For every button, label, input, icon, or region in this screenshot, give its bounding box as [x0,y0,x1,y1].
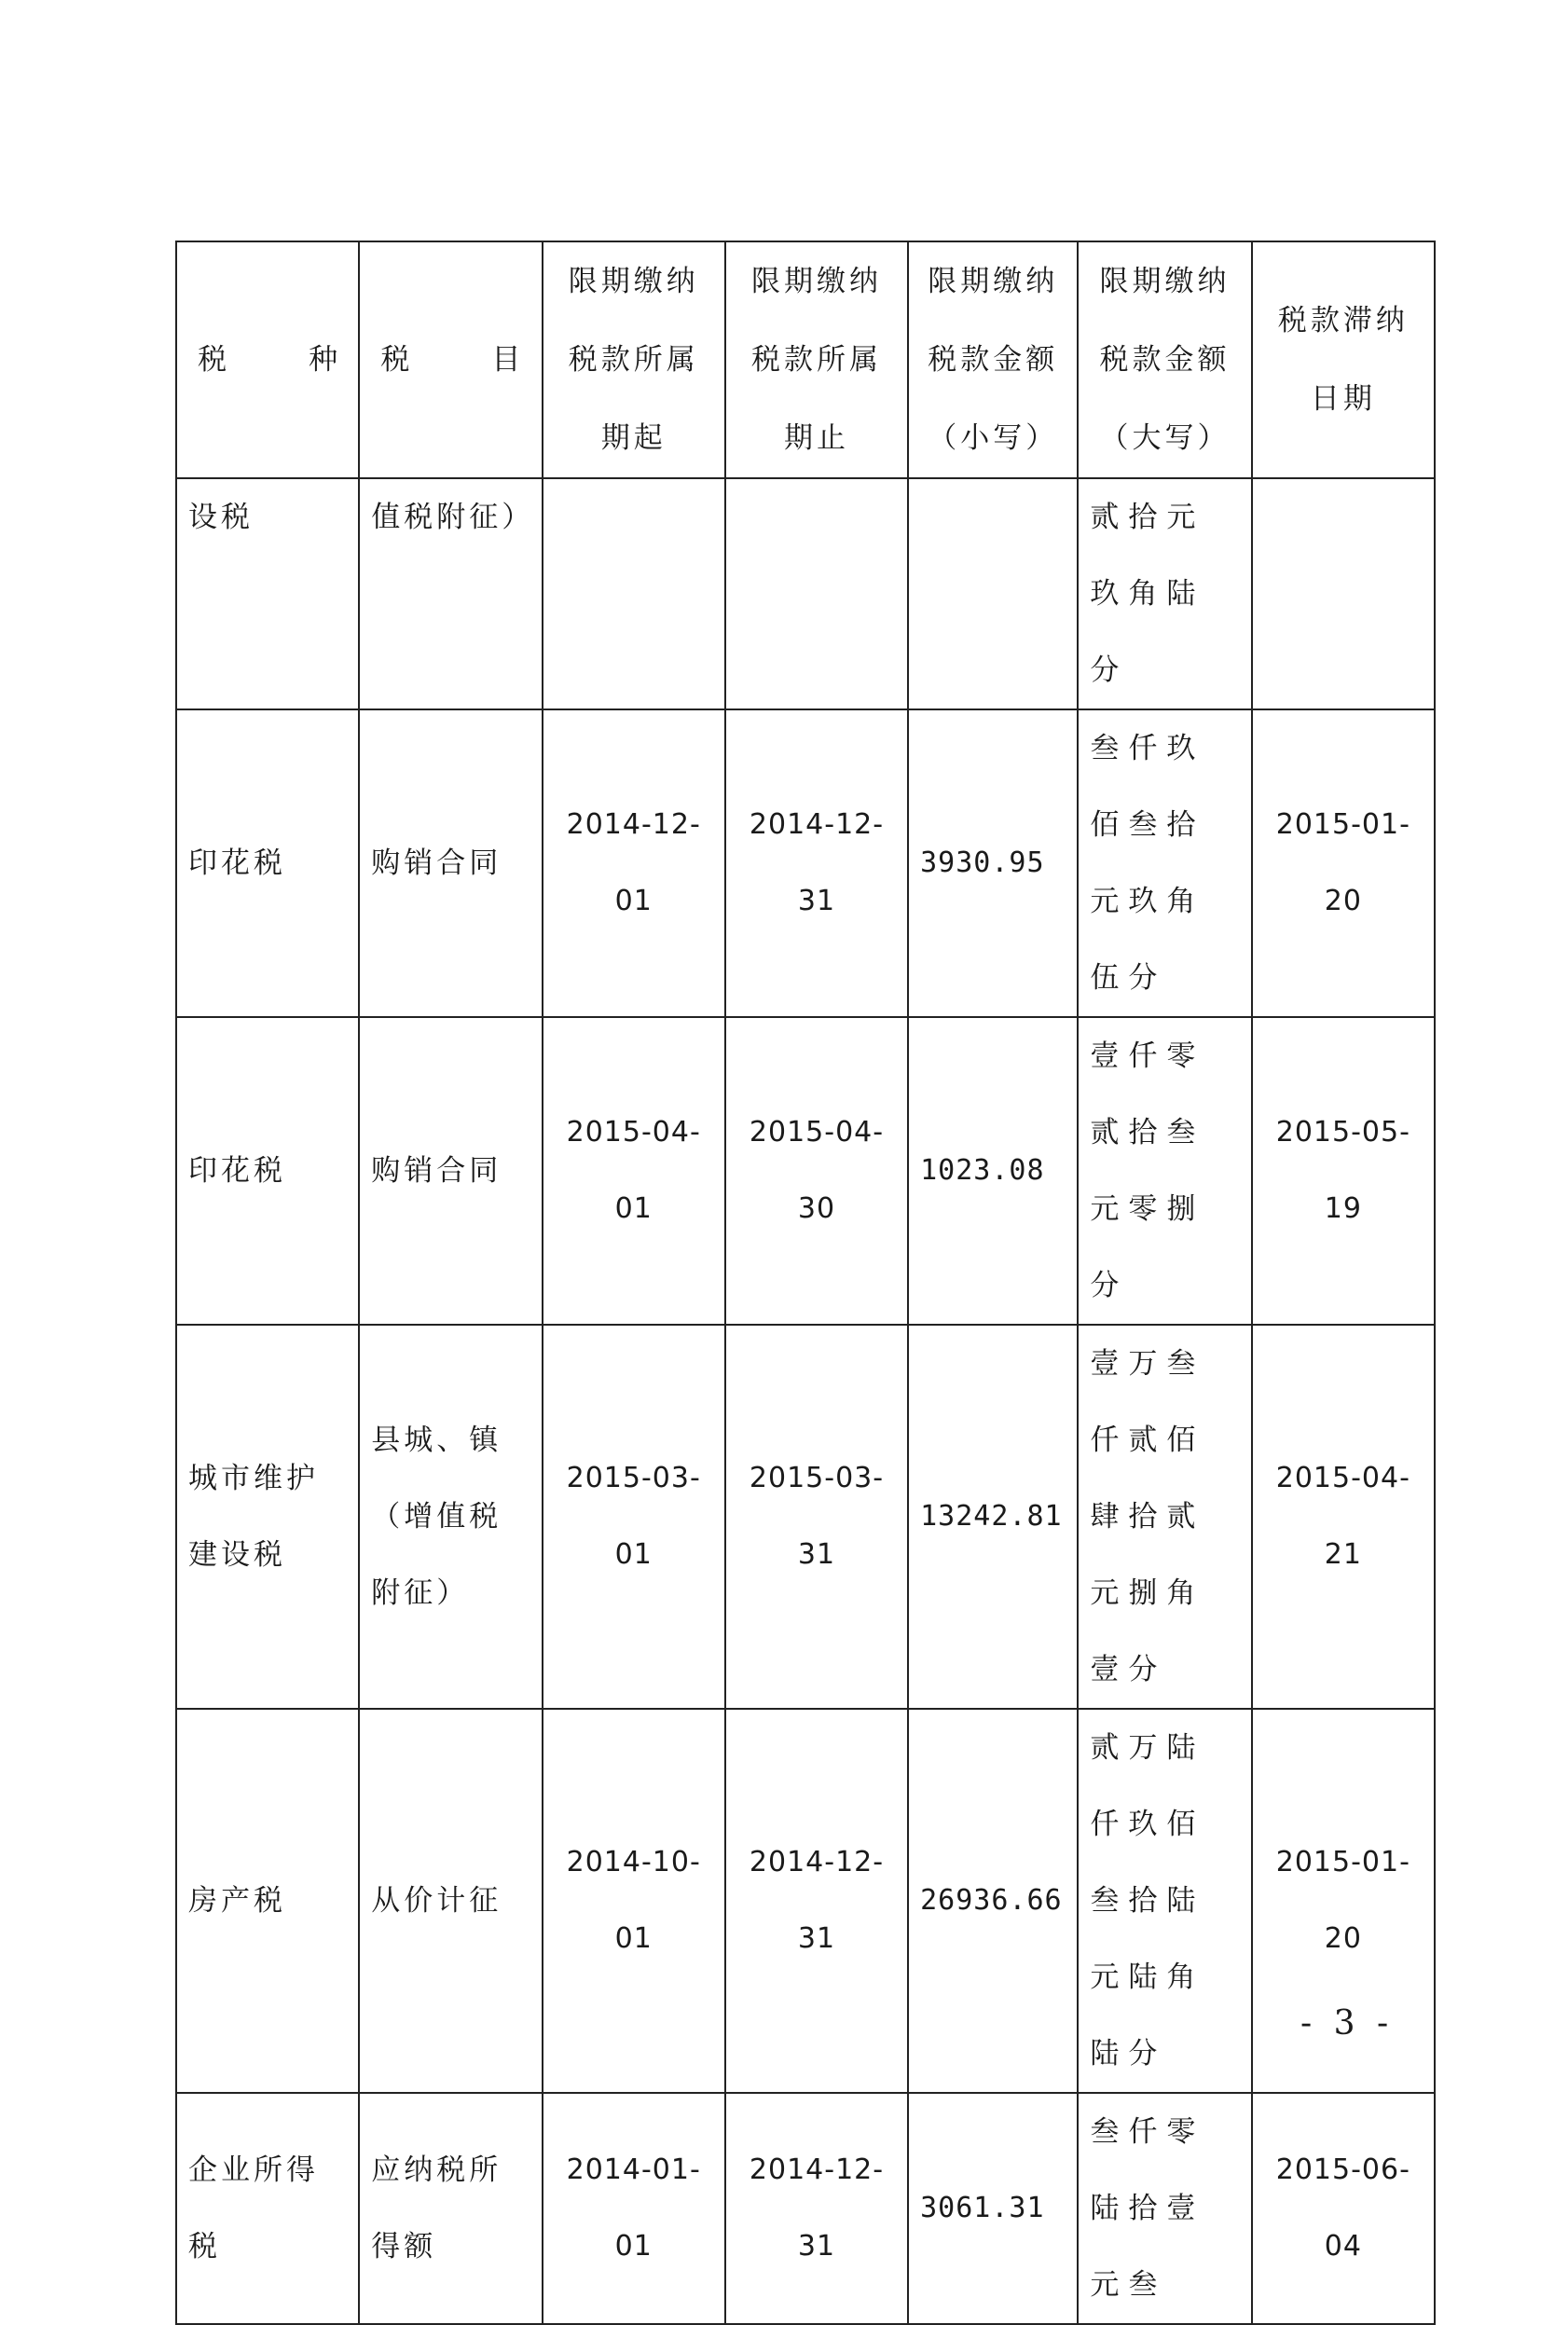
table-row [176,1017,1435,1325]
table-row [176,709,1435,1017]
header-period-end: 限期缴纳税款所属期止 [725,241,908,478]
cell-period-start: 2015-03-01 [543,1325,725,1709]
header-amount-figures: 限期缴纳税款金额（小写） [908,241,1078,478]
cell-tax-type: 设税 [176,478,359,709]
cell-tax-type: 房产税 [176,1709,359,2093]
cell-overdue-date [1252,478,1435,709]
cell-tax-item: 应纳税所得额 [359,2093,542,2324]
cell-amount-words: 叁仟玖佰叁拾元玖角伍分 [1078,709,1251,1017]
cell-tax-type: 企业所得税 [176,2093,359,2324]
cell-tax-type: 印花税 [176,709,359,1017]
cell-period-start: 2014-12-01 [543,709,725,1017]
cell-amount-words: 壹万叁仟贰佰肆拾贰元捌角壹分 [1078,1325,1251,1709]
cell-period-start: 2015-04-01 [543,1017,725,1325]
cell-tax-item: 值税附征） [359,478,542,709]
cell-amount-figures: 1023.08 [908,1017,1078,1325]
cell-amount-words: 贰拾元玖角陆分 [1078,478,1251,709]
header-overdue-date: 税款滞纳日期 [1252,241,1435,478]
cell-amount-words: 叁仟零陆拾壹元叁 [1078,2093,1251,2324]
cell-period-end: 2014-12-31 [725,1709,908,2093]
cell-overdue-date: 2015-05-19 [1252,1017,1435,1325]
cell-period-end: 2014-12-31 [725,709,908,1017]
cell-tax-item: 购销合同 [359,1017,542,1325]
cell-period-start: 2014-10-01 [543,1709,725,2093]
cell-amount-figures: 3930.95 [908,709,1078,1017]
cell-period-end: 2015-03-31 [725,1325,908,1709]
cell-overdue-date: 2015-01-20 [1252,709,1435,1017]
cell-overdue-date: 2015-06-04 [1252,2093,1435,2324]
table-row [176,1709,1435,2093]
header-tax-type: 税 种 [176,241,359,478]
cell-amount-words: 贰万陆仟玖佰叁拾陆元陆角陆分 [1078,1709,1251,2093]
cell-overdue-date: 2015-01-20 [1252,1709,1435,2093]
cell-tax-item: 购销合同 [359,709,542,1017]
cell-amount-figures [908,478,1078,709]
cell-amount-figures: 3061.31 [908,2093,1078,2324]
table-row [176,1325,1435,1709]
cell-tax-item: 从价计征 [359,1709,542,2093]
table-row [176,2093,1435,2324]
cell-tax-type: 城市维护建设税 [176,1325,359,1709]
cell-tax-item: 县城、镇（增值税附征） [359,1325,542,1709]
cell-amount-figures: 26936.66 [908,1709,1078,2093]
cell-period-start [543,478,725,709]
cell-period-end [725,478,908,709]
cell-period-start: 2014-01-01 [543,2093,725,2324]
cell-period-end: 2015-04-30 [725,1017,908,1325]
header-tax-item: 税 目 [359,241,542,478]
header-period-start: 限期缴纳税款所属期起 [543,241,725,478]
cell-amount-figures: 13242.81 [908,1325,1078,1709]
cell-tax-type: 印花税 [176,1017,359,1325]
tax-payment-table [175,241,1436,2325]
table-row [176,478,1435,709]
header-row [176,241,1435,478]
header-amount-words: 限期缴纳税款金额（大写） [1078,241,1251,478]
page-number: - 3 - [1300,2004,1395,2043]
cell-overdue-date: 2015-04-21 [1252,1325,1435,1709]
cell-period-end: 2014-12-31 [725,2093,908,2324]
cell-amount-words: 壹仟零贰拾叁元零捌分 [1078,1017,1251,1325]
